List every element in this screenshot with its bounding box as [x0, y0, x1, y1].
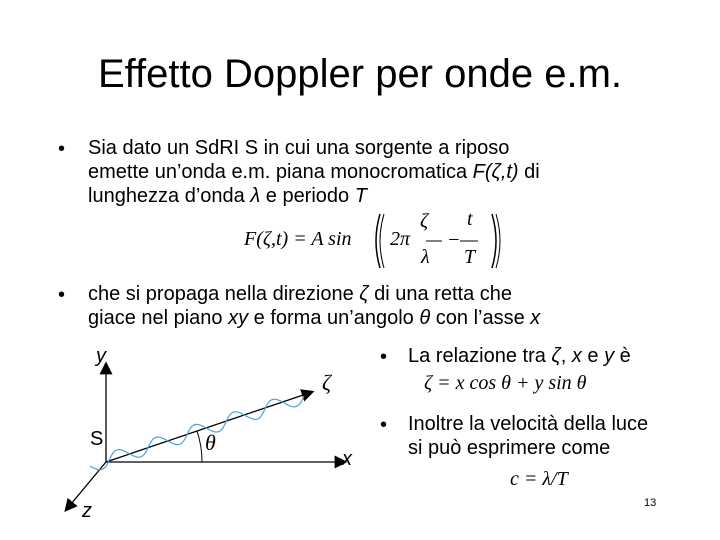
bullet-4: [408, 412, 648, 460]
zeta-relation-equation: ζ = x cos θ + y sin θ: [424, 372, 587, 394]
theta-arc: [197, 431, 202, 462]
bullet-1: [88, 136, 540, 208]
fraction-lambda: λ: [421, 246, 430, 268]
bullet-4-line-2: si può esprimere come: [408, 437, 611, 459]
bullet-1-line-1: Sia dato un SdRI S in cui una sorgente a riposo: [88, 137, 510, 159]
bullet-marker: •: [380, 346, 388, 368]
bullet-2-line-1: che si propaga nella direzione ζ di una retta che: [88, 283, 513, 305]
bullet-1-line-3: lunghezza d’onda λ e periodo T: [88, 185, 367, 207]
slide-title: Effetto Doppler per onde e.m.: [97, 52, 623, 96]
bullet-marker: •: [58, 284, 66, 306]
fraction-T: T: [464, 246, 476, 268]
label-z: z: [82, 500, 92, 522]
label-y: y: [96, 345, 106, 367]
label-theta: θ: [205, 430, 216, 455]
light-speed-equation: c = λ/T: [510, 468, 568, 490]
bullet-4-line-1: Inoltre la velocità della luce: [408, 413, 649, 435]
fraction-zeta: ζ: [420, 210, 429, 232]
bullet-marker: •: [380, 414, 388, 436]
label-zeta: ζ: [322, 370, 331, 395]
bullet-1-line-2: emette un’onda e.m. piana monocromatica F(ζ,t) di: [88, 161, 540, 183]
label-S: S: [90, 428, 104, 450]
bullet-marker: •: [58, 138, 66, 160]
bullet-2: [88, 282, 540, 330]
page-number: 13: [644, 497, 657, 509]
em-wave: [90, 396, 304, 470]
bullet-2-line-2: giace nel piano xy e forma un’angolo θ con l’asse x: [88, 307, 541, 329]
label-x: x: [342, 448, 352, 470]
fraction-t: t: [467, 208, 473, 230]
wave-equation: [244, 228, 352, 251]
wave-equation-lhs: F(ζ,t) = A sin: [244, 228, 352, 250]
two-pi: 2π: [390, 228, 411, 250]
bullet-3: La relazione tra ζ, x e y è: [408, 345, 631, 367]
minus-sign: −: [447, 229, 461, 251]
